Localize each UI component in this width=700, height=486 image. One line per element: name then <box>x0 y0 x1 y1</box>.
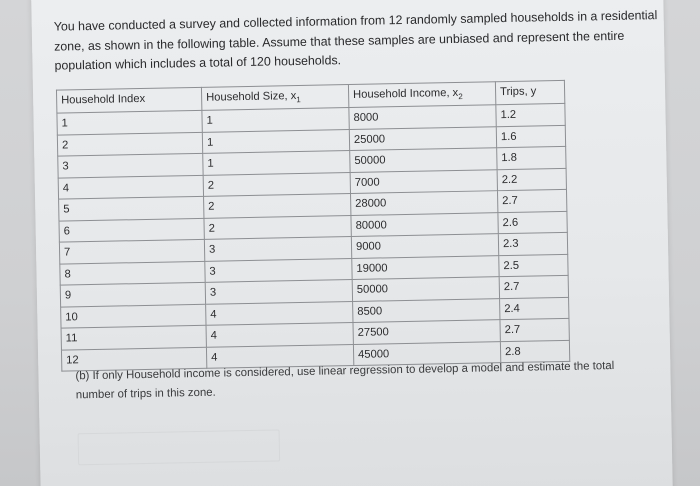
household-survey-table <box>56 80 570 372</box>
cell-income: 50000 <box>352 277 499 301</box>
cell-index: 4 <box>58 175 203 199</box>
header-label: Household Index <box>61 92 146 107</box>
header-subscript: 1 <box>296 95 301 105</box>
cell-income: 80000 <box>351 212 498 236</box>
cell-size: 3 <box>205 258 352 282</box>
cell-index: 6 <box>59 218 204 242</box>
header-subscript: 2 <box>458 91 463 102</box>
question-line: number of trips in this zone. <box>75 386 216 402</box>
cell-trips: 2.5 <box>499 254 568 277</box>
header-trips <box>495 80 564 104</box>
question-line: (b) If only Household income is considered, use linear regression to develop a model and estimate the total <box>75 359 615 383</box>
cell-trips: 2.4 <box>500 297 569 320</box>
cell-trips: 2.7 <box>499 275 568 298</box>
cell-size: 4 <box>206 344 353 368</box>
cell-trips: 2.3 <box>498 232 567 255</box>
header-household-income <box>348 82 495 108</box>
cell-income: 8000 <box>349 105 496 129</box>
cell-index: 10 <box>61 304 206 328</box>
cell-trips: 2.6 <box>498 211 567 234</box>
cell-size: 2 <box>204 215 351 239</box>
cell-income: 50000 <box>350 148 497 172</box>
cell-index: 1 <box>57 110 202 134</box>
problem-statement-line: You have conducted a survey and collected information from 12 randomly sampled households in a residential <box>53 8 658 34</box>
cell-size: 4 <box>206 322 353 346</box>
cell-size: 1 <box>203 151 350 175</box>
cell-income: 28000 <box>351 191 498 215</box>
cell-income: 45000 <box>353 341 500 365</box>
cell-index: 2 <box>57 132 202 156</box>
cell-index: 9 <box>60 282 205 306</box>
cell-size: 1 <box>202 129 349 153</box>
cell-index: 7 <box>59 239 204 263</box>
cell-income: 19000 <box>352 255 499 279</box>
cell-index: 11 <box>61 325 206 349</box>
cell-index: 12 <box>61 347 206 371</box>
problem-statement-line: population which includes a total of 120 households. <box>54 53 342 73</box>
header-label: Trips, y <box>499 85 537 99</box>
cell-trips: 2.2 <box>497 168 566 191</box>
cell-income: 27500 <box>353 320 500 344</box>
cell-size: 2 <box>203 172 350 196</box>
header-label: Household Size, x <box>206 89 297 104</box>
cell-income: 9000 <box>351 234 498 258</box>
cell-size: 4 <box>206 301 353 325</box>
cell-trips: 2.7 <box>500 318 569 341</box>
cell-size: 3 <box>205 280 352 304</box>
worksheet-paper <box>31 0 673 486</box>
cell-trips: 1.2 <box>496 103 565 126</box>
cell-trips: 1.6 <box>496 125 565 148</box>
cell-trips: 1.8 <box>497 146 566 169</box>
cell-trips: 2.8 <box>500 340 569 363</box>
header-household-size <box>201 85 348 111</box>
header-label: Household Income, x <box>353 86 459 101</box>
cell-trips: 2.7 <box>497 189 566 212</box>
cell-size: 1 <box>202 108 349 132</box>
cell-index: 5 <box>59 196 204 220</box>
faint-answer-box <box>78 429 281 465</box>
cell-income: 7000 <box>350 169 497 193</box>
cell-size: 3 <box>204 237 351 261</box>
cell-income: 8500 <box>353 298 500 322</box>
cell-index: 8 <box>60 261 205 285</box>
cell-size: 2 <box>204 194 351 218</box>
header-household-index <box>56 87 201 113</box>
problem-statement <box>53 6 658 76</box>
cell-index: 3 <box>58 153 203 177</box>
problem-statement-line: zone, as shown in the following table. Assume that these samples are unbiased and represent the entire <box>53 28 625 54</box>
cell-income: 25000 <box>349 126 496 150</box>
